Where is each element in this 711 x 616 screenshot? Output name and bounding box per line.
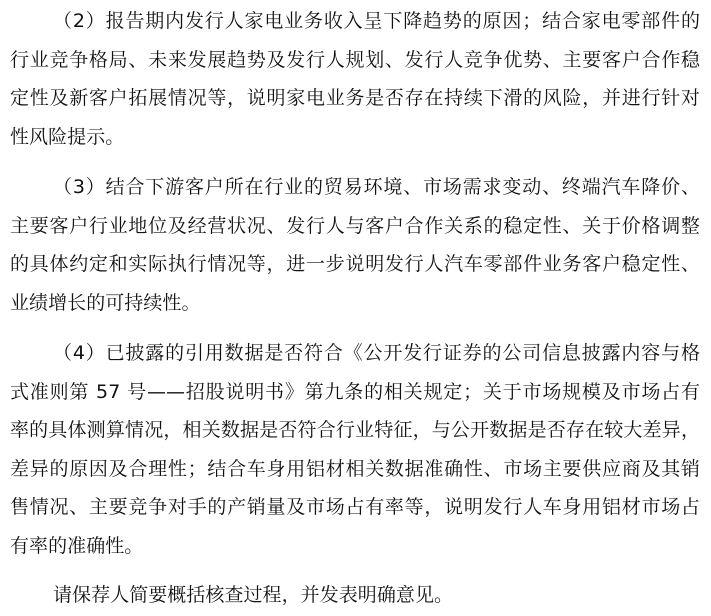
paragraph-line: （3）结合下游客户所在行业的贸易环境、市场需求变动、终端汽车降价、 [53,176,700,198]
paragraph-line: 行业竞争格局、未来发展趋势及发行人规划、发行人竞争优势、主要客户合作稳 [10,48,700,71]
paragraph-line: 有率的准确性。 [10,534,144,557]
paragraph-line: 定性及新客户拓展情况等，说明家电业务是否存在持续下滑的风险，并进行针对 [10,87,700,110]
paragraph-line: 性风险提示。 [10,125,125,148]
paragraph-line: 售情况、主要竞争对手的产销量及市场占有率等，说明发行人车身用铝材市场占 [10,496,700,519]
paragraph-line: 式准则第 57 号——招股说明书》第九条的相关规定；关于市场规模及市场占有 [10,380,700,403]
paragraph-line: 差异的原因及合理性；结合车身用铝材相关数据准确性、市场主要供应商及其销 [10,457,700,480]
paragraph-line: 业绩增长的可持续性。 [10,291,201,314]
paragraph-item-2 [10,2,700,156]
paragraph-line: （2）报告期内发行人家电业务收入呈下降趋势的原因；结合家电零部件的 [53,10,700,32]
paragraph-line: 请保荐人简要概括核查过程，并发表明确意见。 [53,584,454,606]
closing-request-paragraph [10,576,700,615]
paragraph-line: 主要客户行业地位及经营状况、发行人与客户合作关系的稳定性、关于价格调整 [10,214,700,237]
paragraph-item-3 [10,168,700,322]
paragraph-line: （4）已披露的引用数据是否符合《公开发行证券的公司信息披露内容与格 [53,342,700,364]
paragraph-line: 的具体约定和实际执行情况等，进一步说明发行人汽车零部件业务客户稳定性、 [10,253,700,276]
paragraph-line: 率的具体测算情况，相关数据是否符合行业特征，与公开数据是否存在较大差异， [10,419,700,442]
paragraph-item-4 [10,334,700,566]
